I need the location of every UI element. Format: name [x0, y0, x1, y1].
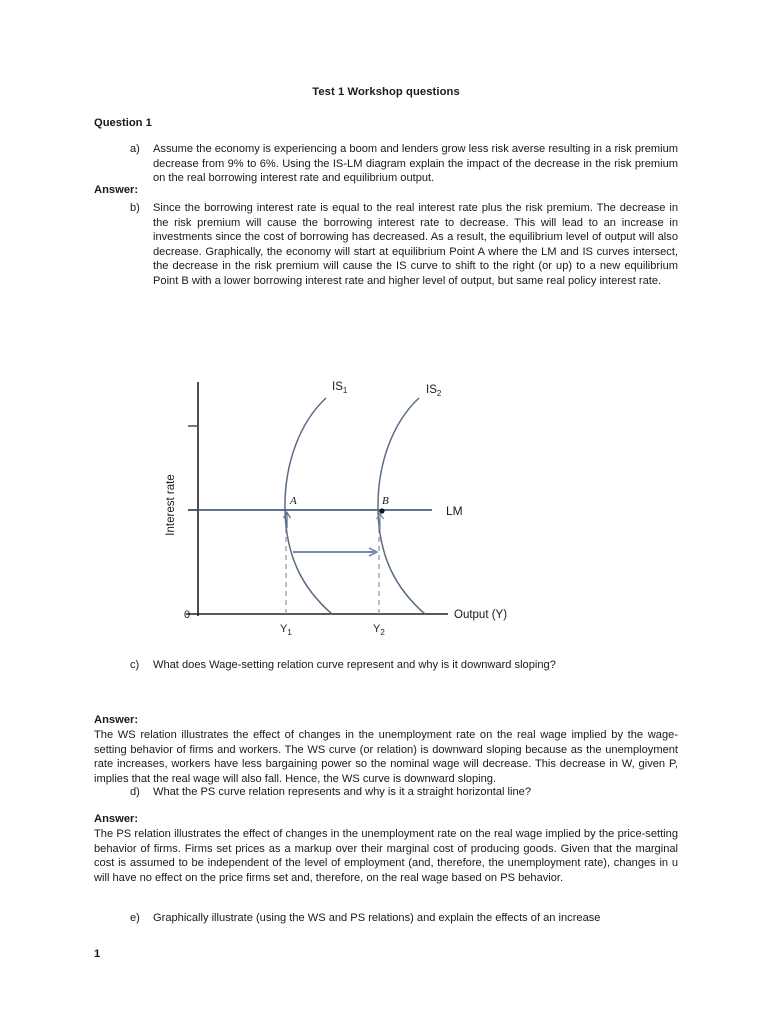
answer-label-d: Answer:	[94, 813, 139, 825]
answer-b-text: Since the borrowing interest rate is equal to the real interest rate plus the risk premium. The decrease in the risk premium will cause the borrowing interest rate to decrease. This will lead to an increase in investments since the cost of borrowing has decreased. As a result, the equilibrium level of output will also decrease. Graphically, the economy will start at equilibrium Point A where the LM and IS curves intersect, the decrease in the risk premium will cause the IS curve to shift to the right (or up) to a new equilibrium Point B with a lower borrowing interest rate and higher level of output, but same real policy interest rate.	[153, 202, 678, 287]
y1-label: $Y_1$	[280, 623, 292, 637]
list-marker-d: d)	[130, 786, 140, 798]
question-item-d	[130, 785, 678, 800]
is1-label: $IS_1$	[332, 381, 348, 395]
list-marker-b: b)	[130, 202, 140, 214]
x-axis-label: Output (Y)	[454, 609, 508, 621]
page-number: 1	[94, 948, 101, 960]
question-a-text: Assume the economy is experiencing a boom and lenders grow less risk averse resulting in a risk premium decrease from 9% to 6%. Using the IS-LM diagram explain the impact of the decrease in the risk premium on the real borrowing interest rate and equilibrium output.	[153, 143, 678, 185]
answer-c-text: The WS relation illustrates the effect of changes in the unemployment rate on the real wage implied by the wage-setting behavior of firms and workers. The WS curve (or relation) is downward sloping because as the unemployment rate increases, workers have less bargaining power so the nominal wage will decrease. This decrease in W, given P, implies that the real wage will also fall. Hence, the WS curve is downward sloping.	[94, 729, 678, 785]
question-item-e	[130, 911, 678, 926]
list-marker-a: a)	[130, 143, 140, 155]
point-a-label: A	[290, 495, 297, 507]
question-d-text: What the PS curve relation represents and why is it a straight horizontal line?	[153, 786, 531, 798]
list-marker-e: e)	[130, 912, 140, 924]
answer-d-text: The PS relation illustrates the effect of changes in the unemployment rate on the real wage implied by the price-setting behavior of firms. Firms set prices as a markup over their marginal cost of producing goods. Given that the marginal cost is assumed to be independent of the level of employment (and, therefore, the unemployment rate), changes in u will have no effect on the price firms set and, therefore, on the real wage based on PS behavior.	[94, 828, 678, 884]
origin-label: 0	[184, 609, 191, 621]
point-b-label: B	[382, 495, 389, 507]
y-axis-label: Interest rate	[165, 474, 177, 536]
question-1-heading: Question 1	[94, 117, 152, 129]
is-shift-arrow	[293, 548, 377, 556]
question-item-c	[130, 658, 678, 673]
page-title: Test 1 Workshop questions	[312, 86, 460, 98]
answer-label-b: Answer:	[94, 184, 139, 196]
question-e-text: Graphically illustrate (using the WS and PS relations) and explain the effects of an increase	[153, 912, 601, 924]
list-marker-c: c)	[130, 659, 140, 671]
answer-label-c: Answer:	[94, 714, 139, 726]
lm-label: LM	[446, 504, 463, 518]
y2-label: $Y_2$	[373, 623, 385, 637]
question-c-text: What does Wage-setting relation curve represent and why is it downward sloping?	[153, 659, 556, 671]
question-item-b	[130, 201, 678, 289]
is-lm-diagram	[160, 360, 520, 645]
question-item-a	[130, 142, 678, 186]
is2-label: $IS_2$	[426, 384, 442, 398]
